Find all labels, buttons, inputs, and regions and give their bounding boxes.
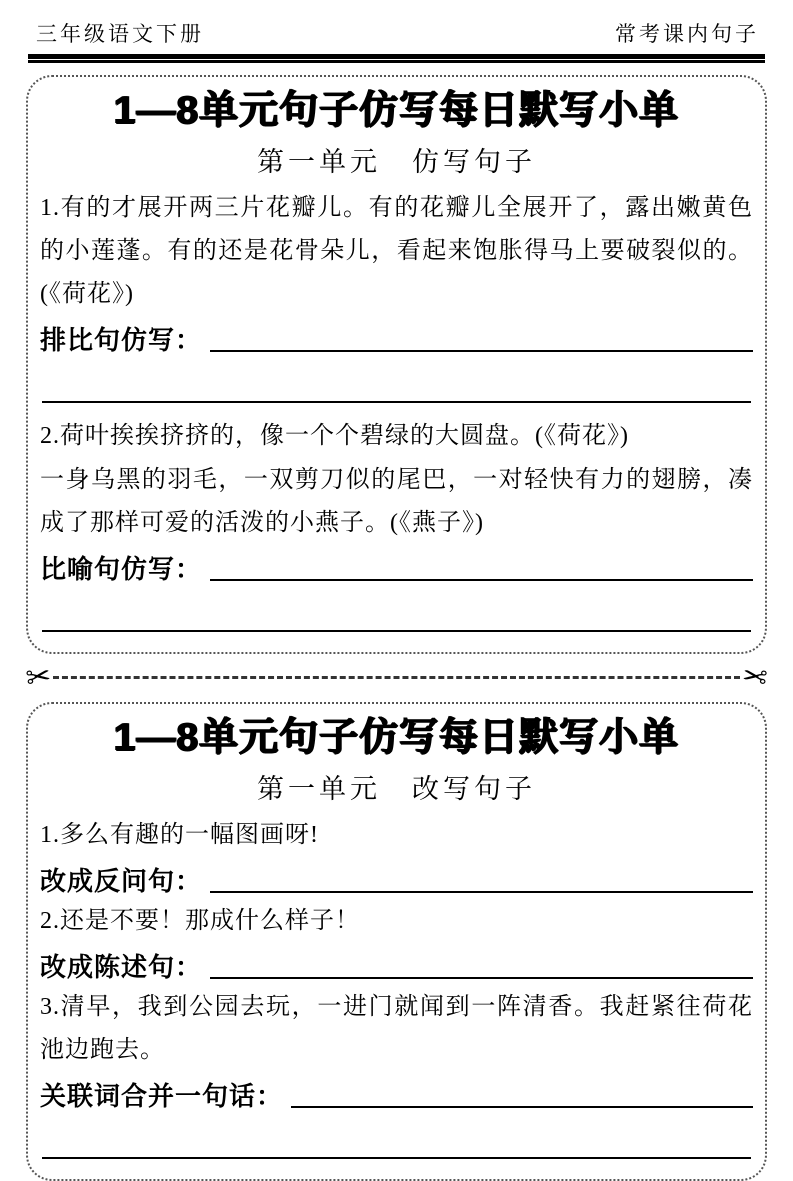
answer-label: 改成陈述句： [40,952,203,982]
answer-row [40,320,753,357]
answer-write-line [210,951,753,979]
scissors-icon: ✂ [23,658,54,697]
answer-row [40,549,753,586]
section-rewriting-sentences [26,702,767,1181]
answer-label: 排比句仿写： [40,325,203,356]
blank-answer-line [42,359,751,403]
answer-write-line [291,1080,753,1108]
section-imitation-sentences [26,75,767,654]
question-text: 1.多么有趣的一幅图画呀! [40,821,319,848]
section-subtitle: 第一单元 改写句子 [257,773,536,804]
section-title: 1—8单元句子仿写每日默写小单 [113,89,680,132]
question-text: 1.有的才展开两三片花瓣儿。有的花瓣儿全展开了，露出嫩黄色的小莲蓬。有的还是花骨朵儿，看起来饱胀得马上要破裂似的。(《荷花》) [40,194,753,308]
question-text: 一身乌黑的羽毛，一双剪刀似的尾巴，一对轻快有力的翅膀，凑成了那样可爱的活泼的小燕子。(《燕子》) [40,466,753,536]
scissors-icon: ✂ [739,658,770,697]
cut-dashed-line [53,676,740,679]
header-left-title: 三年级语文下册 [36,22,204,46]
answer-label: 比喻句仿写： [40,553,203,584]
header-right-title: 常考课内句子 [615,22,759,46]
question-text: 2.还是不要！那成什么样子！ [40,907,360,934]
answer-write-line [210,865,753,893]
header-divider-rule [28,54,765,63]
question-text: 2.荷叶挨挨挤挤的，像一个个碧绿的大圆盘。(《荷花》) [40,423,629,450]
answer-write-line [210,553,753,581]
answer-label: 关联词合并一句话： [40,1081,284,1112]
answer-write-line [210,324,753,352]
answer-label: 改成反问句： [40,865,203,896]
question-text: 3.清早，我到公园去玩，一进门就闻到一阵清香。我赶紧往荷花池边跑去。 [40,994,753,1064]
page-header [26,10,767,54]
cut-divider [23,658,770,697]
answer-row [40,947,753,984]
answer-row [40,1076,753,1113]
answer-row [40,861,753,898]
blank-answer-line [42,588,751,632]
section-title: 1—8单元句子仿写每日默写小单 [113,715,680,759]
section-subtitle: 第一单元 仿写句子 [257,146,536,177]
